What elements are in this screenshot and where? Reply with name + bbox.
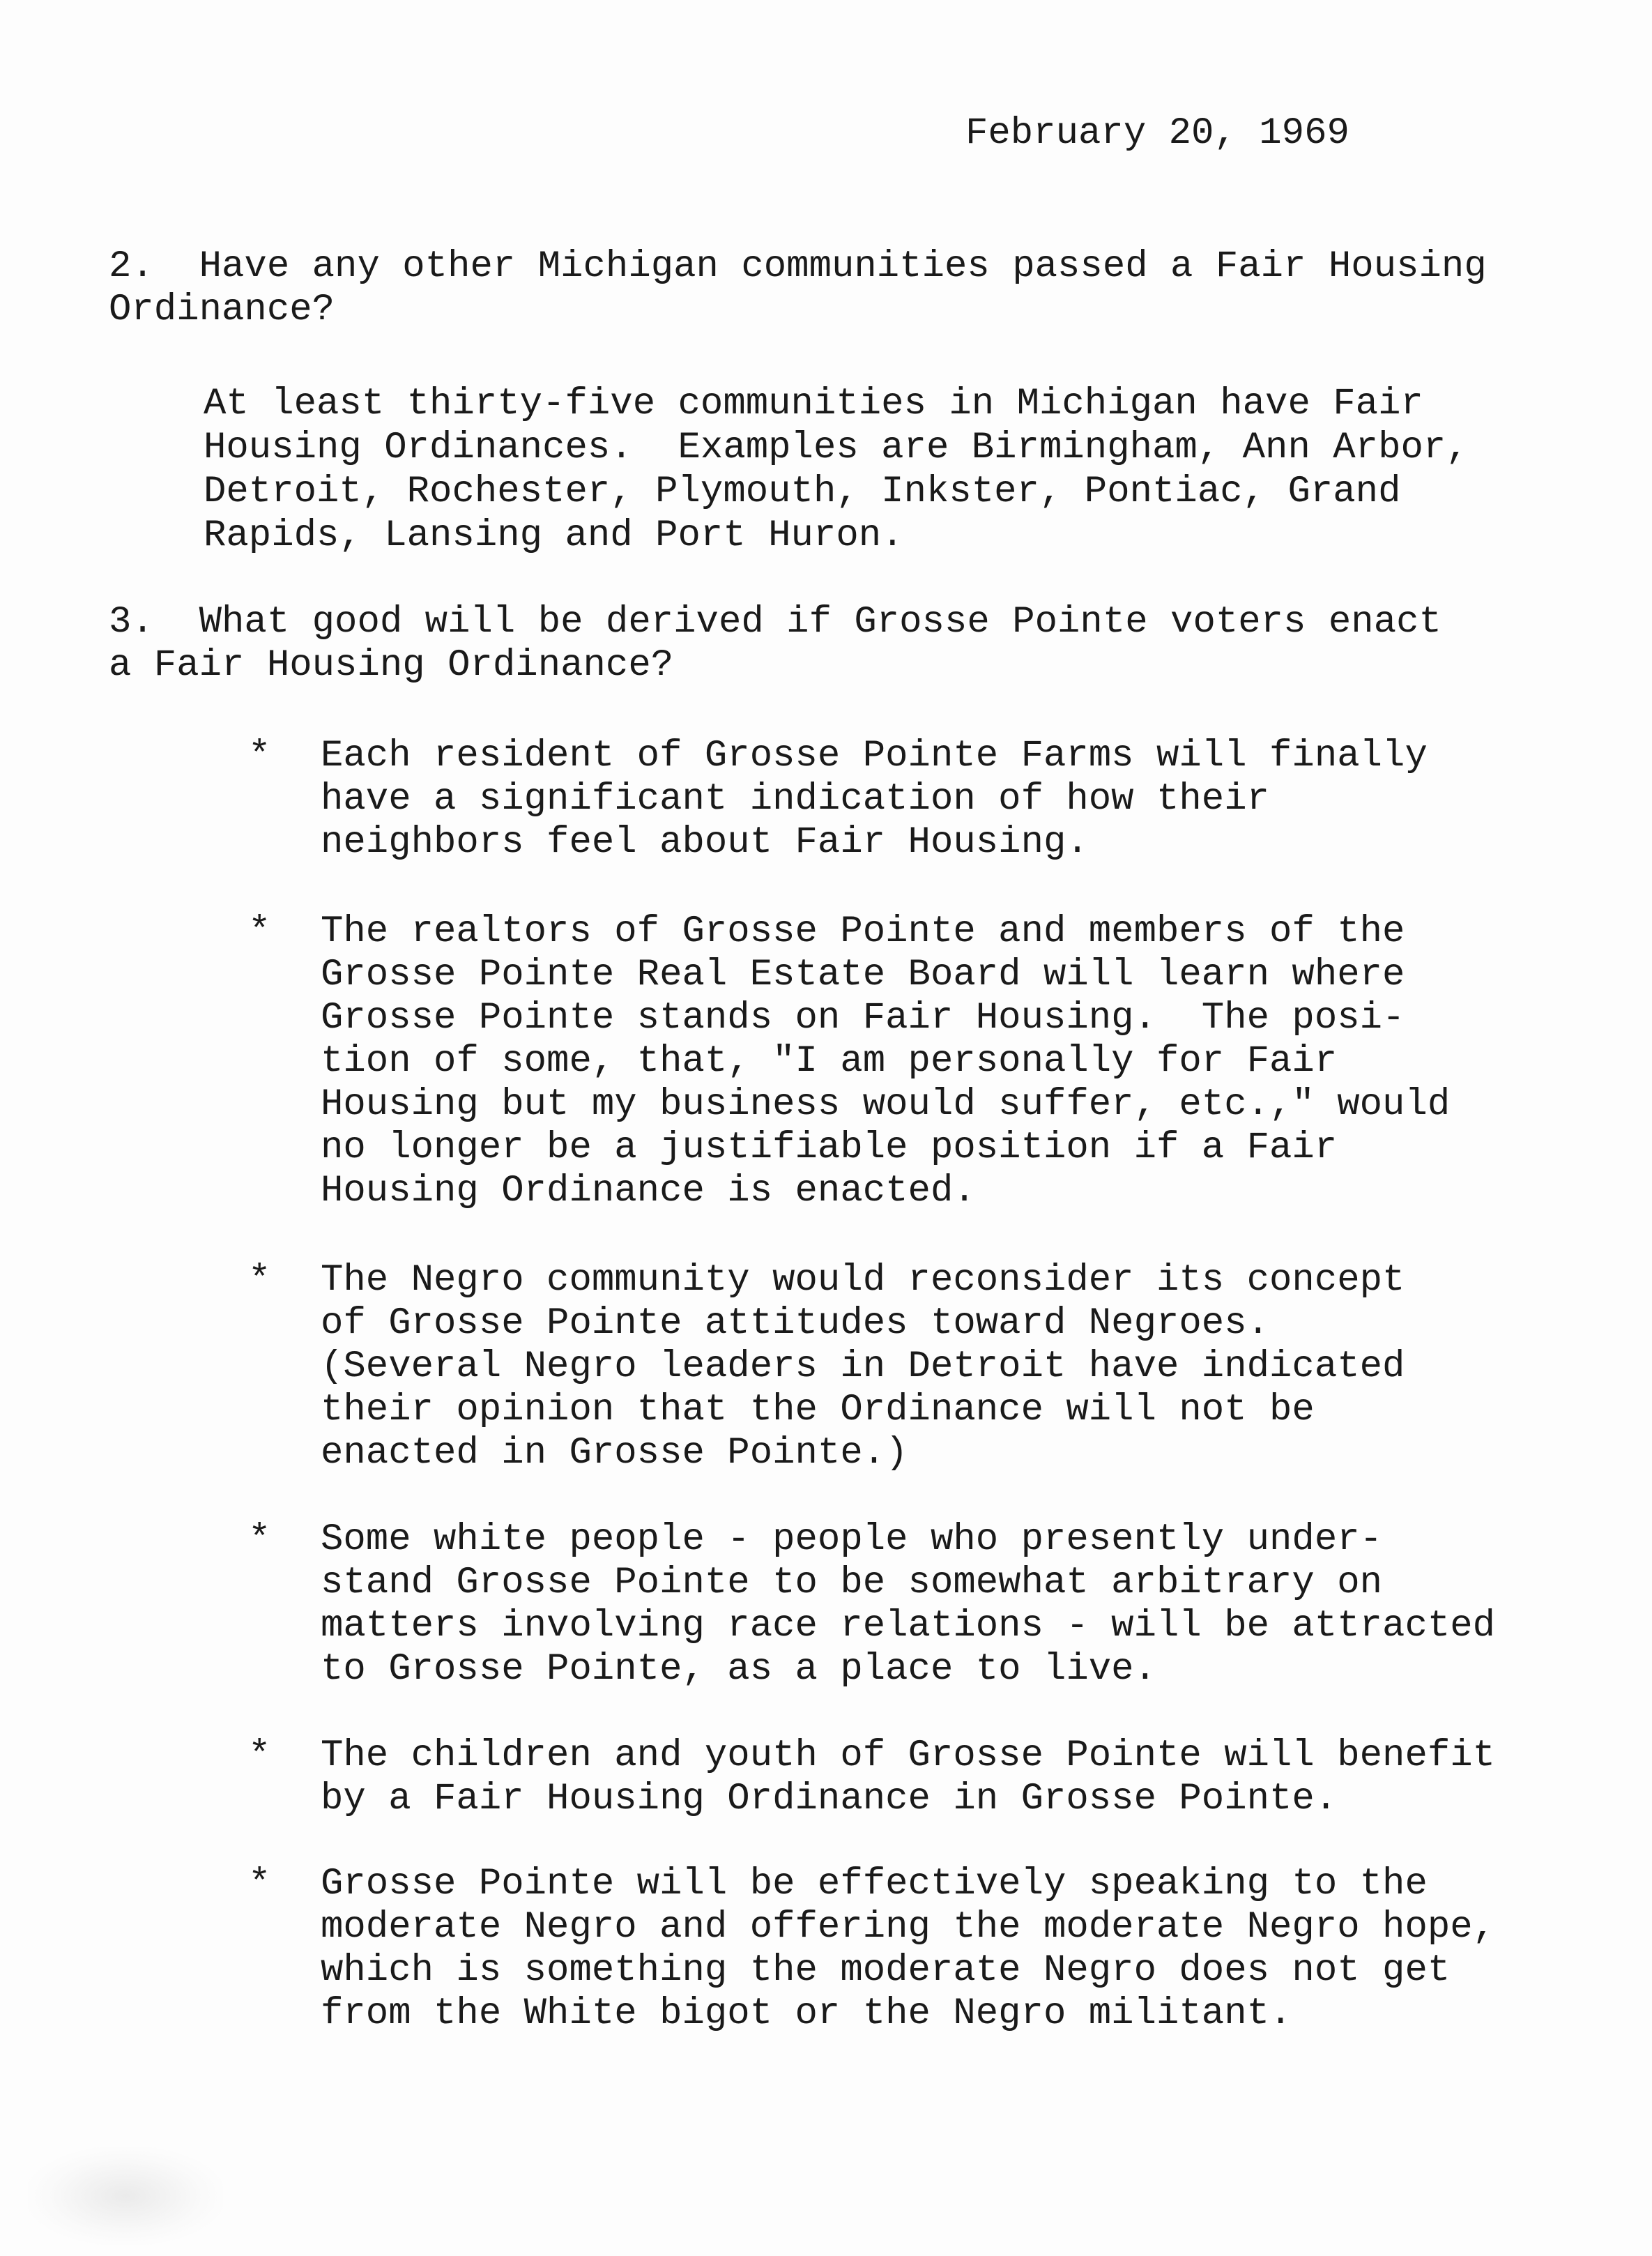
bullet-text bbox=[321, 1863, 1575, 2036]
bullet-line: which is something the moderate Negro does not get bbox=[321, 1949, 1451, 1992]
bullet-line: no longer be a justifiable position if a Fair bbox=[321, 1127, 1338, 1169]
bullet-text bbox=[321, 1735, 1575, 1821]
paper-smudge bbox=[28, 2147, 223, 2245]
question-2-line: Ordinance? bbox=[109, 289, 335, 331]
bullet-line: Each resident of Grosse Pointe Farms will finally bbox=[321, 735, 1428, 777]
bullet-line: by a Fair Housing Ordinance in Grosse Pointe. bbox=[321, 1778, 1338, 1820]
bullet-line: neighbors feel about Fair Housing. bbox=[321, 821, 1089, 864]
bullet-text bbox=[321, 1518, 1575, 1691]
answer-2 bbox=[204, 382, 1528, 558]
asterisk-icon: * bbox=[248, 1735, 271, 1777]
bullet-line: their opinion that the Ordinance will not be bbox=[321, 1389, 1315, 1431]
bullet-line: of Grosse Pointe attitudes toward Negroes. bbox=[321, 1302, 1270, 1345]
question-3 bbox=[109, 601, 1538, 687]
question-3-line: 3. What good will be derived if Grosse Pointe voters enact bbox=[109, 601, 1441, 643]
bullet-line: matters involving race relations - will be attracted bbox=[321, 1605, 1496, 1647]
question-2 bbox=[109, 245, 1538, 332]
asterisk-icon: * bbox=[248, 1259, 271, 1302]
bullet-line: have a significant indication of how their bbox=[321, 778, 1270, 821]
answer-2-line: At least thirty-five communities in Michigan have Fair bbox=[204, 383, 1423, 425]
bullet-line: stand Grosse Pointe to be somewhat arbitrary on bbox=[321, 1562, 1383, 1604]
bullet-line: (Several Negro leaders in Detroit have indicated bbox=[321, 1346, 1405, 1388]
asterisk-icon: * bbox=[248, 735, 271, 777]
answer-2-line: Rapids, Lansing and Port Huron. bbox=[204, 515, 904, 557]
bullet-line: from the White bigot or the Negro militant. bbox=[321, 1992, 1292, 2035]
answer-2-line: Detroit, Rochester, Plymouth, Inkster, Pontiac, Grand bbox=[204, 471, 1401, 513]
bullet-line: Grosse Pointe will be effectively speaking to the bbox=[321, 1863, 1428, 1905]
bullet-line: enacted in Grosse Pointe.) bbox=[321, 1432, 908, 1474]
bullet-text bbox=[321, 910, 1575, 1213]
bullet-text bbox=[321, 1259, 1575, 1475]
question-3-line: a Fair Housing Ordinance? bbox=[109, 644, 674, 687]
bullet-line: Housing Ordinance is enacted. bbox=[321, 1170, 976, 1212]
bullet-line: Housing but my business would suffer, etc.," would bbox=[321, 1083, 1451, 1126]
bullet-line: Some white people - people who presently under- bbox=[321, 1518, 1383, 1561]
bullet-text bbox=[321, 735, 1575, 864]
asterisk-icon: * bbox=[248, 1863, 271, 1905]
bullet-line: tion of some, that, "I am personally for Fair bbox=[321, 1040, 1338, 1083]
document-date: February 20, 1969 bbox=[965, 112, 1349, 155]
bullet-line: Grosse Pointe stands on Fair Housing. The posi- bbox=[321, 997, 1405, 1039]
bullet-line: The realtors of Grosse Pointe and members of the bbox=[321, 910, 1405, 953]
asterisk-icon: * bbox=[248, 1518, 271, 1561]
bullet-line: to Grosse Pointe, as a place to live. bbox=[321, 1648, 1156, 1691]
bullet-line: moderate Negro and offering the moderate Negro hope, bbox=[321, 1906, 1496, 1949]
answer-2-line: Housing Ordinances. Examples are Birmingham, Ann Arbor, bbox=[204, 427, 1469, 469]
bullet-line: The children and youth of Grosse Pointe will benefit bbox=[321, 1735, 1496, 1777]
asterisk-icon: * bbox=[248, 910, 271, 953]
bullet-line: Grosse Pointe Real Estate Board will learn where bbox=[321, 954, 1405, 996]
question-2-line: 2. Have any other Michigan communities passed a Fair Housing bbox=[109, 245, 1487, 288]
bullet-line: The Negro community would reconsider its concept bbox=[321, 1259, 1405, 1302]
